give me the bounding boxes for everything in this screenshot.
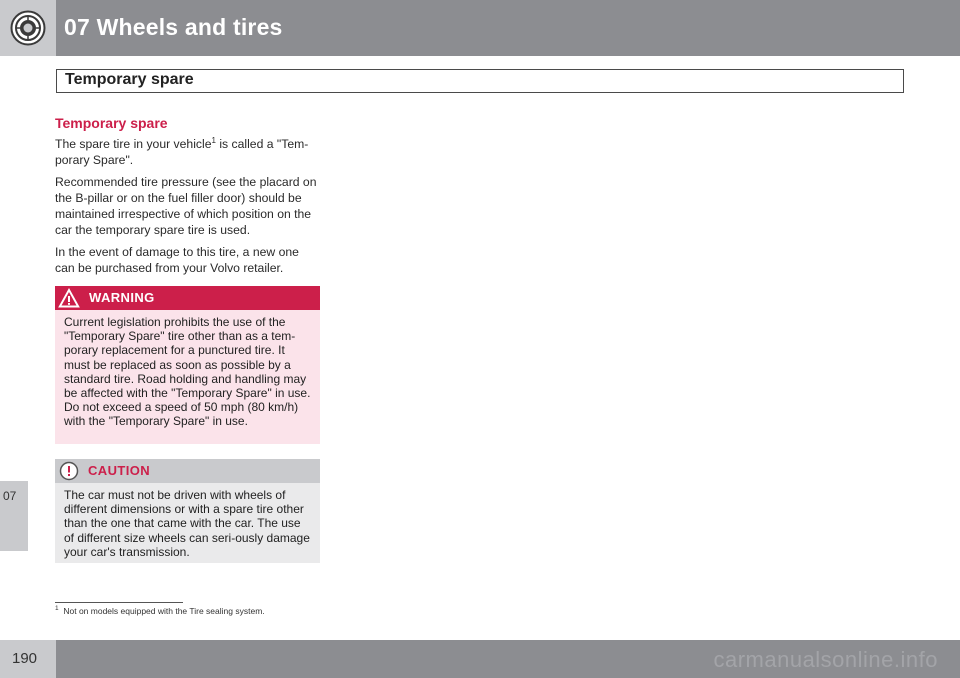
footnote-text: Not on models equipped with the Tire sealing system. [63,606,265,616]
footer-page-box [0,640,56,678]
footnote [55,606,265,616]
paragraph-1-end: is called a "Tem-porary Spare". [55,137,309,167]
section-title: Temporary spare [65,71,194,88]
body-column [55,115,321,282]
warning-header [55,286,320,310]
caution-box [55,459,320,563]
side-tab-label: 07 [3,489,17,503]
caution-header [55,459,320,483]
paragraph-1-start: The spare tire in your vehicle [55,137,212,151]
chapter-title: 07 Wheels and tires [64,14,283,40]
footnote-ref: 1 [211,135,216,145]
warning-text: Current legislation prohibits the use of the "Temporary Spare" tire other than as a tem-porary replacement for a punctured tire. It must be replaced as soon as possible by a standard tire. Road holding and handling may be affected with the "Temporary Spare" in use. Do not exceed a speed of 50 mph (80 km/h) with the "Temporary Spare" in use. [64,315,311,429]
footer-band [56,640,960,678]
content-heading: Temporary spare [55,115,168,131]
paragraph-3: In the event of damage to this tire, a new one can be purchased from your Volvo retailer. [55,245,299,275]
chapter-side-tab [0,481,28,551]
exclamation-circle-icon [58,461,80,481]
chapter-header [0,0,960,56]
paragraph-1 [55,136,321,168]
warning-triangle-icon [58,288,80,308]
chapter-icon-box [0,0,56,56]
warning-title: WARNING [89,290,155,305]
warning-box [55,286,320,444]
page-number: 190 [12,650,38,667]
section-title-bar [56,69,904,93]
tire-icon [10,10,46,46]
caution-text: The car must not be driven with wheels of different dimensions or with a spare tire other than the one that came with the car. The use of different size wheels can seri-ously damage your car's transmission. [64,488,310,559]
caution-title: CAUTION [88,463,151,478]
footnote-divider [55,602,183,603]
paragraph-2: Recommended tire pressure (see the placard on the B-pillar or on the fuel filler door) should be maintained irrespective of which position on the car the temporary spare tire is used. [55,175,317,237]
watermark: carmanualsonline.info [713,647,938,672]
footnote-marker: 1 [55,605,59,613]
